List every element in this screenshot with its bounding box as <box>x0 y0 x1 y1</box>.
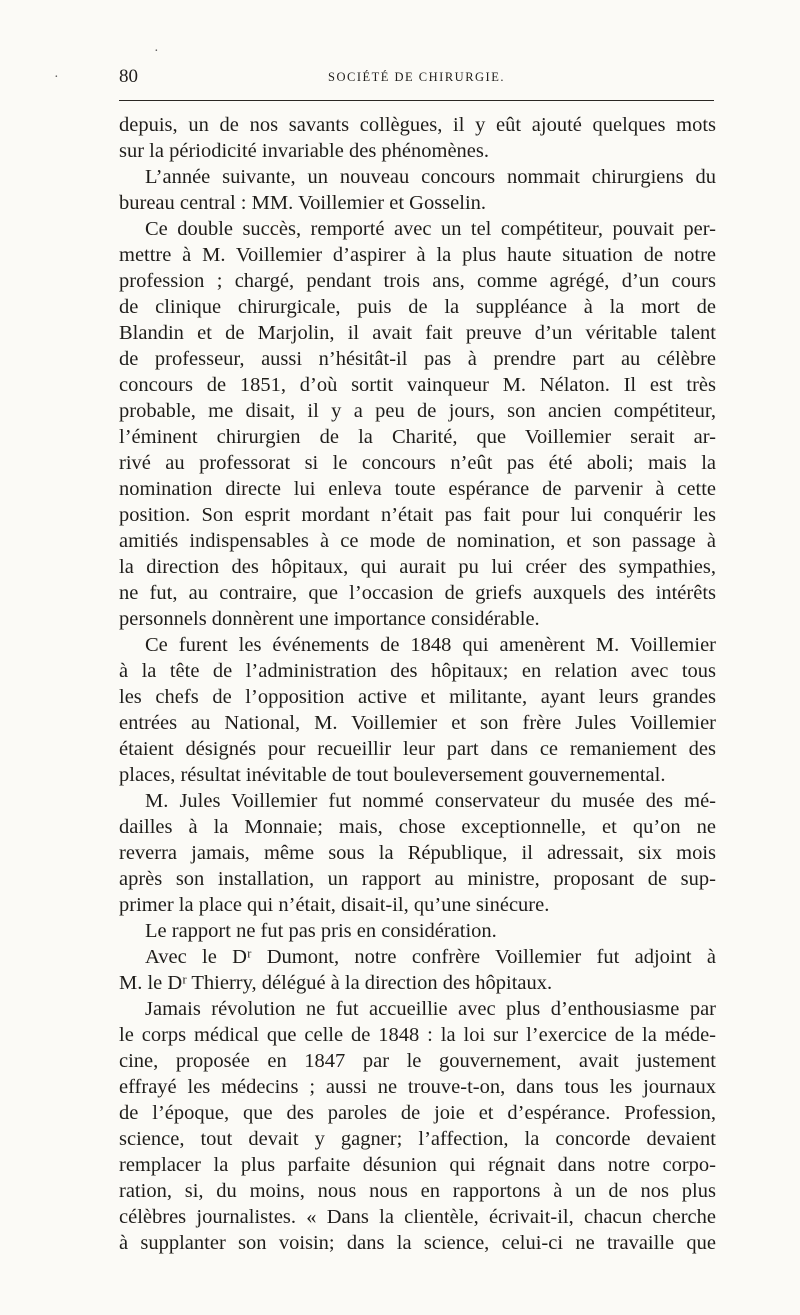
text-line: Blandin et de Marjolin, il avait fait preuve d’un véritable talent <box>119 322 716 344</box>
text-line: rivé au professorat si le concours n’eût pas été aboli; mais la <box>119 452 716 474</box>
text-line: la direction des hôpitaux, qui aurait pu lui créer des sympathies, <box>119 556 716 578</box>
text-line: places, résultat inévitable de tout bouleversement gouvernemental. <box>119 764 666 786</box>
text-line: sur la périodicité invariable des phénomènes. <box>119 140 490 162</box>
stray-mark: · <box>54 70 59 85</box>
text-line: de clinique chirurgicale, puis de la suppléance à la mort de <box>119 296 716 318</box>
text-line: concours de 1851, d’où sortit vainqueur M. Nélaton. Il est très <box>119 374 716 396</box>
text-line: après son installation, un rapport au ministre, proposant de sup- <box>119 868 716 890</box>
text-line: bureau central : MM. Voillemier et Gosselin. <box>119 192 487 214</box>
text-line: Ce furent les événements de 1848 qui amenèrent M. Voillemier <box>145 634 716 656</box>
text-line: L’année suivante, un nouveau concours nommait chirurgiens du <box>145 166 716 188</box>
text-line: Ce double succès, remporté avec un tel compétiteur, pouvait per- <box>145 218 716 240</box>
page-header <box>119 66 714 94</box>
page-number: 80 <box>119 66 138 87</box>
running-title: SOCIÉTÉ DE CHIRURGIE. <box>328 70 505 84</box>
text-line: depuis, un de nos savants collègues, il y eût ajouté quelques mots <box>119 114 716 136</box>
text-line: M. le Dʳ Thierry, délégué à la direction des hôpitaux. <box>119 972 553 994</box>
text-line: personnels donnèrent une importance considérable. <box>119 608 540 630</box>
text-line: l’éminent chirurgien de la Charité, que Voillemier serait ar- <box>119 426 716 448</box>
text-line: M. Jules Voillemier fut nommé conservateur du musée des mé- <box>145 790 716 812</box>
text-line: à la tête de l’administration des hôpitaux; en relation avec tous <box>119 660 716 682</box>
text-line: mettre à M. Voillemier d’aspirer à la plus haute situation de notre <box>119 244 716 266</box>
text-line: Avec le Dʳ Dumont, notre confrère Voillemier fut adjoint à <box>145 946 716 968</box>
text-line: position. Son esprit mordant n’était pas fait pour lui conquérir les <box>119 504 716 526</box>
text-line: de l’époque, que des paroles de joie et d’espérance. Profession, <box>119 1102 716 1124</box>
text-line: de professeur, aussi n’hésitât-il pas à prendre part au célèbre <box>119 348 716 370</box>
text-line: cine, proposée en 1847 par le gouvernement, avait justement <box>119 1050 716 1072</box>
text-line: célèbres journalistes. « Dans la clientèle, écrivait-il, chacun cherche <box>119 1206 716 1228</box>
text-line: primer la place qui n’était, disait-il, qu’une sinécure. <box>119 894 550 916</box>
text-line: Jamais révolution ne fut accueillie avec plus d’enthousiasme par <box>145 998 716 1020</box>
text-line: à supplanter son voisin; dans la science, celui-ci ne travaille que <box>119 1232 716 1254</box>
text-line: le corps médical que celle de 1848 : la loi sur l’exercice de la méde- <box>119 1024 716 1046</box>
text-line: ration, si, du moins, nous nous en rapportons à un de nos plus <box>119 1180 716 1202</box>
header-rule <box>119 100 714 101</box>
text-line: étaient désignés pour recueillir leur part dans ce remaniement des <box>119 738 716 760</box>
text-line: dailles à la Monnaie; mais, chose exceptionnelle, et qu’on ne <box>119 816 716 838</box>
text-line: effrayé les médecins ; aussi ne trouve-t-on, dans tous les journaux <box>119 1076 716 1098</box>
text-line: Le rapport ne fut pas pris en considération. <box>145 920 497 942</box>
text-line: ne fut, au contraire, que l’occasion de griefs auxquels des intérêts <box>119 582 716 604</box>
text-line: remplacer la plus parfaite désunion qui régnait dans notre corpo- <box>119 1154 716 1176</box>
text-line: les chefs de l’opposition active et militante, ayant leurs grandes <box>119 686 716 708</box>
text-line: amitiés indispensables à ce mode de nomination, et son passage à <box>119 530 716 552</box>
text-line: entrées au National, M. Voillemier et son frère Jules Voillemier <box>119 712 716 734</box>
text-line: reverra jamais, même sous la République, il adressait, six mois <box>119 842 716 864</box>
text-line: nomination directe lui enleva toute espérance de parvenir à cette <box>119 478 716 500</box>
stray-mark: · <box>154 44 159 59</box>
text-line: profession ; chargé, pendant trois ans, comme agrégé, d’un cours <box>119 270 716 292</box>
text-line: science, tout devait y gagner; l’affection, la concorde devaient <box>119 1128 716 1150</box>
text-line: probable, me disait, il y a peu de jours, son ancien compétiteur, <box>119 400 716 422</box>
body-text <box>119 112 716 1256</box>
